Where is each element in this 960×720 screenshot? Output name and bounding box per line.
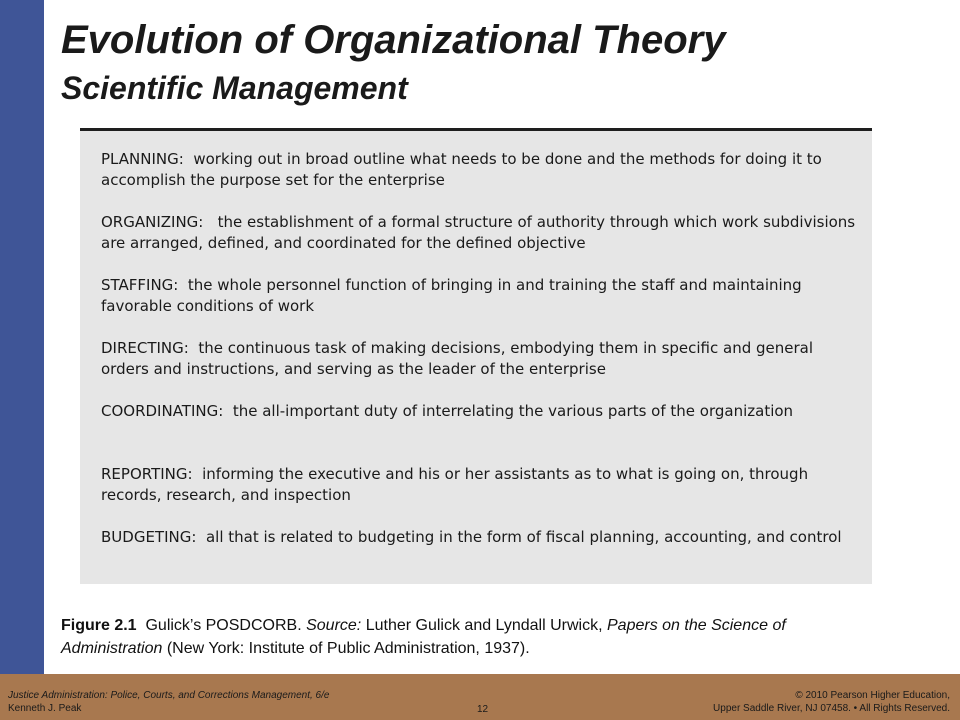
posdcorb-figure [80,128,872,584]
caption-authors: Luther Gulick and Lyndall Urwick, [365,617,603,634]
item-term: BUDGETING: [101,528,197,546]
caption-title: Gulick’s POSDCORB. [145,617,302,634]
footer-page-number: 12 [477,704,489,715]
figure-item-budgeting [101,527,861,548]
item-text: informing the executive and his or her assistants as to what is going on, through records, research, and inspection [101,465,809,504]
item-text: all that is related to budgeting in the form of fiscal planning, accounting, and control [205,528,842,546]
caption-source-label: Source: [306,617,362,634]
footer-bar [0,674,960,720]
footer-copyright-line2: Upper Saddle River, NJ 07458. • All Rights Reserved. [713,703,950,714]
caption-figure-label: Figure 2.1 [61,617,137,634]
left-accent-bar [0,0,44,674]
footer-copyright-line1: © 2010 Pearson Higher Education, [795,690,950,701]
figure-item-coordinating [101,401,861,422]
footer-copyright [713,689,950,715]
figure-item-planning [101,149,861,191]
item-term: ORGANIZING: [101,213,204,231]
item-text: the establishment of a formal structure of authority through which work subdivisions are arranged, defined, and coordinated for the defined objective [101,213,856,252]
footer-book-title: Justice Administration: Police, Courts, and Corrections Management, 6/e [8,690,330,701]
item-text: working out in broad outline what needs to be done and the methods for doing it to accomplish the purpose set for the enterprise [101,150,822,189]
item-term: DIRECTING: [101,339,189,357]
item-term: COORDINATING: [101,402,224,420]
figure-caption [61,614,881,660]
figure-item-directing [101,338,861,380]
slide-title: Evolution of Organizational Theory [61,18,726,62]
item-term: PLANNING: [101,150,184,168]
item-text: the all-important duty of interrelating the various parts of the organization [232,402,794,420]
caption-book-title: Papers on the Science of Administration [61,617,786,657]
footer-book-info [8,689,329,715]
footer-author: Kenneth J. Peak [8,703,82,714]
item-term: REPORTING: [101,465,193,483]
figure-item-reporting [101,464,861,506]
slide-subtitle: Scientific Management [61,70,408,106]
item-text: the continuous task of making decisions, embodying them in specific and general orders and instructions, and serving as the leader of the enterprise [101,339,814,378]
caption-publication: (New York: Institute of Public Administration, 1937). [166,640,530,657]
figure-item-staffing [101,275,861,317]
figure-item-organizing [101,212,861,254]
item-text: the whole personnel function of bringing in and training the staff and maintaining favorable conditions of work [101,276,802,315]
item-term: STAFFING: [101,276,179,294]
